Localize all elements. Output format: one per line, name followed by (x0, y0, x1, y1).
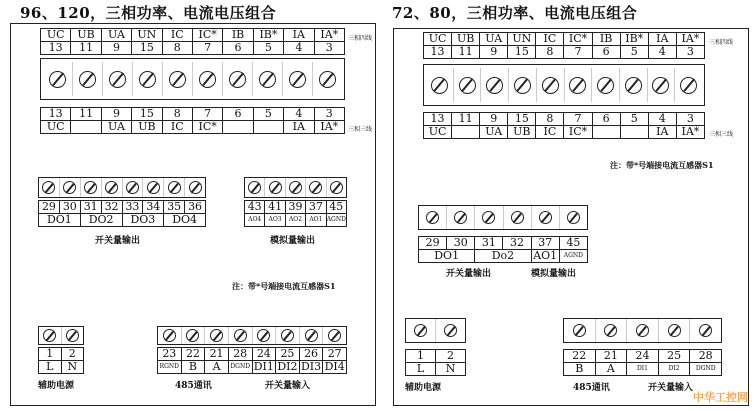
left-input-label: 开关量输入 (265, 381, 311, 391)
terminal-screw-icon (62, 327, 84, 344)
num: 4 (284, 108, 314, 121)
num: 2 (61, 348, 84, 361)
num: 25 (658, 350, 690, 363)
left-switch-output-table (38, 200, 206, 227)
num: 26 (299, 348, 323, 361)
code: IA (284, 121, 314, 134)
num: 6 (223, 42, 253, 55)
right-aux-power-table (405, 349, 466, 376)
code: UB (132, 121, 162, 134)
num: 24 (252, 348, 276, 361)
num: 15 (508, 46, 536, 59)
code: UA (101, 29, 131, 42)
terminal-screw-icon (537, 68, 565, 102)
num: 11 (71, 42, 101, 55)
name: AO1 (306, 214, 326, 227)
num: 8 (162, 108, 192, 121)
code: UA (480, 126, 508, 139)
num: 15 (132, 108, 162, 121)
terminal-screw-icon (300, 327, 324, 344)
code: IA* (314, 121, 344, 134)
terminal-screw-icon (182, 327, 206, 344)
num: 39 (285, 201, 305, 214)
terminal-screw-icon (454, 68, 482, 102)
left-title: 96、120，三相功率、电流电压组合 (20, 4, 277, 22)
name: A (205, 361, 229, 374)
num: 32 (503, 237, 531, 250)
num: 6 (592, 46, 620, 59)
terminal-screw-icon (509, 68, 537, 102)
num: 24 (627, 350, 659, 363)
code: IA* (676, 33, 704, 46)
code: UB (452, 33, 480, 46)
terminal-screw-icon (627, 319, 659, 342)
num: 36 (185, 201, 206, 214)
num: 22 (181, 348, 205, 361)
left-comm-input-table (157, 347, 347, 374)
num: 5 (620, 46, 648, 59)
name: DO4 (164, 214, 206, 227)
terminal-screw-icon (447, 206, 475, 229)
terminal-screw-icon (532, 206, 560, 229)
left-comm-input-terminals (157, 326, 347, 345)
name: N (436, 363, 466, 376)
terminal-screw-icon (205, 327, 229, 344)
terminal-screw-icon (426, 68, 454, 102)
num: 25 (276, 348, 300, 361)
code: IB* (620, 33, 648, 46)
terminal-screw-icon (133, 62, 163, 96)
terminal-screw-icon (475, 206, 503, 229)
num: 21 (595, 350, 627, 363)
terminal-screw-icon (323, 327, 346, 344)
name: DI1 (253, 360, 274, 373)
name: DO2 (80, 214, 122, 227)
left-main-terminal-block (40, 58, 345, 100)
left-top-header (40, 28, 345, 55)
num: 11 (452, 113, 480, 126)
name: AGND (559, 250, 587, 263)
right-output-table (418, 236, 588, 263)
num: 37 (531, 237, 559, 250)
num: 29 (39, 201, 60, 214)
left-analog-output-table (244, 200, 347, 227)
code: IA (648, 126, 676, 139)
num: 45 (559, 237, 587, 250)
num: 31 (80, 201, 101, 214)
terminal-screw-icon (39, 327, 62, 344)
code: IB (592, 33, 620, 46)
terminal-screw-icon (690, 319, 721, 342)
terminal-screw-icon (185, 178, 205, 197)
terminal-screw-icon (39, 178, 60, 197)
name: AGND (326, 214, 346, 227)
num: 37 (306, 201, 326, 214)
code: IC* (564, 126, 592, 139)
name: AO4 (245, 214, 265, 227)
left-note: 注：带*号端接电流互感器S1 (232, 281, 336, 291)
terminal-screw-icon (419, 206, 447, 229)
num: 5 (253, 42, 283, 55)
right-comm-label: 485通讯 (573, 383, 610, 393)
terminal-screw-icon (283, 62, 313, 96)
right-top-header (423, 32, 705, 59)
name: DO3 (122, 214, 164, 227)
code: IA (648, 33, 676, 46)
name: Do2 (475, 250, 531, 263)
num: 3 (676, 113, 704, 126)
num: 7 (564, 46, 592, 59)
code: UC (41, 29, 71, 42)
terminal-screw-icon (565, 68, 593, 102)
num: 4 (648, 46, 676, 59)
num: 30 (59, 201, 80, 214)
num: 43 (245, 201, 265, 214)
terminal-screw-icon (620, 68, 648, 102)
num: 5 (620, 113, 648, 126)
num: 23 (158, 348, 182, 361)
num: 4 (284, 42, 314, 55)
name: DGND (690, 363, 722, 376)
right-comm-input-table (563, 349, 722, 376)
num: 8 (162, 42, 192, 55)
terminal-screw-icon (123, 178, 144, 197)
right-note: 注：带*号端接电流互感器S1 (610, 160, 714, 170)
num: 7 (564, 113, 592, 126)
num: 15 (132, 42, 162, 55)
code: IC* (192, 29, 222, 42)
terminal-screw-icon (436, 319, 465, 342)
num: 6 (223, 108, 253, 121)
name: AO1 (531, 250, 559, 263)
num: 22 (564, 350, 596, 363)
num: 30 (447, 237, 475, 250)
terminal-screw-icon (102, 178, 123, 197)
num: 11 (71, 108, 101, 121)
right-main-terminal-block (423, 64, 705, 106)
terminal-screw-icon (327, 178, 346, 197)
terminal-screw-icon (253, 62, 283, 96)
num: 45 (326, 201, 346, 214)
terminal-screw-icon (564, 319, 596, 342)
code: UC (424, 126, 452, 139)
name: DI3 (300, 360, 322, 373)
code: UA (480, 33, 508, 46)
terminal-screw-icon (313, 62, 342, 96)
terminal-screw-icon (73, 62, 103, 96)
name: AO2 (285, 214, 305, 227)
code: UC (41, 121, 71, 134)
terminal-screw-icon (306, 178, 326, 197)
terminal-screw-icon (406, 319, 436, 342)
code: IB* (253, 29, 283, 42)
code: IA* (314, 29, 344, 42)
terminal-screw-icon (81, 178, 102, 197)
code: UB (71, 29, 101, 42)
num: 31 (475, 237, 503, 250)
num: 33 (122, 201, 143, 214)
name: DI2 (658, 363, 690, 376)
name: B (564, 363, 596, 376)
name: DI2 (277, 360, 298, 373)
terminal-screw-icon (193, 62, 223, 96)
left-aux-power-terminals (38, 326, 84, 345)
num: 29 (419, 237, 447, 250)
right-input-label: 开关量输入 (648, 383, 694, 393)
code: IC (536, 126, 564, 139)
code: UC (424, 33, 452, 46)
right-title: 72、80，三相功率、电流电压组合 (392, 4, 638, 22)
code (253, 121, 283, 134)
name: B (181, 361, 205, 374)
num: 13 (41, 42, 71, 55)
num: 7 (192, 108, 222, 121)
code: IC (536, 33, 564, 46)
terminal-screw-icon (229, 327, 253, 344)
num: 9 (480, 113, 508, 126)
code (452, 126, 480, 139)
num: 34 (143, 201, 164, 214)
code (620, 126, 648, 139)
right-switch-output-label: 开关量输出 (446, 269, 492, 279)
num: 13 (424, 46, 452, 59)
terminal-screw-icon (481, 68, 509, 102)
code (71, 121, 101, 134)
terminal-screw-icon (103, 62, 133, 96)
terminal-screw-icon (560, 206, 587, 229)
num: 4 (648, 113, 676, 126)
num: 28 (690, 350, 722, 363)
terminal-screw-icon (164, 178, 185, 197)
num: 41 (265, 201, 285, 214)
name: DO1 (419, 250, 475, 263)
code: IC (162, 121, 192, 134)
left-comm-label: 485通讯 (175, 381, 212, 391)
num: 8 (536, 46, 564, 59)
num: 11 (452, 46, 480, 59)
right-analog-output-label: 模拟量输出 (531, 269, 577, 279)
code: IC (162, 29, 192, 42)
num: 3 (676, 46, 704, 59)
num: 28 (228, 348, 252, 361)
right-bottom-header (423, 112, 705, 139)
terminal-screw-icon (163, 62, 193, 96)
code (592, 126, 620, 139)
terminal-screw-icon (265, 178, 285, 197)
num: 21 (205, 348, 229, 361)
code: UN (132, 29, 162, 42)
num: 9 (101, 108, 131, 121)
left-bottom-header (40, 107, 345, 134)
left-aux-power-table (38, 347, 84, 374)
name: L (39, 361, 62, 374)
terminal-screw-icon (158, 327, 182, 344)
num: 9 (480, 46, 508, 59)
num: 27 (323, 348, 347, 361)
name: DO1 (39, 214, 81, 227)
terminal-screw-icon (253, 327, 277, 344)
terminal-screw-icon (286, 178, 306, 197)
left-switch-output-label: 开关量输出 (95, 236, 141, 246)
left-top-side-label: 三相四线 (348, 35, 373, 42)
num: 5 (253, 108, 283, 121)
right-top-side-label: 三相四线 (709, 39, 734, 46)
num: 2 (436, 350, 466, 363)
name: RGND (158, 361, 182, 374)
num: 13 (41, 108, 71, 121)
name: N (61, 361, 84, 374)
num: 35 (164, 201, 185, 214)
terminal-screw-icon (592, 68, 620, 102)
num: 7 (192, 42, 222, 55)
left-switch-output-terminals (38, 177, 206, 198)
code: UN (508, 33, 536, 46)
name: DI4 (324, 360, 345, 373)
left-aux-power-label: 辅助电源 (38, 381, 75, 391)
terminal-screw-icon (223, 62, 253, 96)
num: 3 (314, 108, 344, 121)
terminal-screw-icon (43, 62, 73, 96)
right-output-terminals (418, 205, 588, 230)
right-bottom-side-label: 三相三线 (709, 131, 734, 138)
name: DI1 (627, 363, 659, 376)
num: 8 (536, 113, 564, 126)
code: UA (101, 121, 131, 134)
watermark-logo: 中华工控网 (693, 391, 748, 404)
right-comm-input-terminals (563, 318, 722, 343)
right-aux-power-terminals (405, 318, 466, 343)
code (223, 121, 253, 134)
terminal-screw-icon (659, 319, 691, 342)
num: 1 (406, 350, 436, 363)
name: A (595, 363, 627, 376)
name: AO3 (265, 214, 285, 227)
num: 15 (508, 113, 536, 126)
terminal-screw-icon (245, 178, 265, 197)
code: IB (223, 29, 253, 42)
num: 3 (314, 42, 344, 55)
name: DGND (228, 361, 252, 374)
left-bottom-side-label: 三相三线 (348, 126, 373, 133)
terminal-screw-icon (596, 319, 628, 342)
terminal-screw-icon (648, 68, 676, 102)
code: IA* (676, 126, 704, 139)
terminal-screw-icon (143, 178, 164, 197)
num: 9 (101, 42, 131, 55)
code: UB (508, 126, 536, 139)
num: 6 (592, 113, 620, 126)
left-analog-output-label: 模拟量输出 (270, 236, 316, 246)
code: IA (284, 29, 314, 42)
num: 32 (101, 201, 122, 214)
num: 13 (424, 113, 452, 126)
name: L (406, 363, 436, 376)
code: IC* (192, 121, 222, 134)
right-aux-power-label: 辅助电源 (405, 383, 442, 393)
num: 1 (39, 348, 62, 361)
terminal-screw-icon (60, 178, 81, 197)
terminal-screw-icon (276, 327, 300, 344)
left-analog-output-terminals (244, 177, 347, 198)
terminal-screw-icon (504, 206, 532, 229)
code: IC* (564, 33, 592, 46)
terminal-screw-icon (675, 68, 702, 102)
